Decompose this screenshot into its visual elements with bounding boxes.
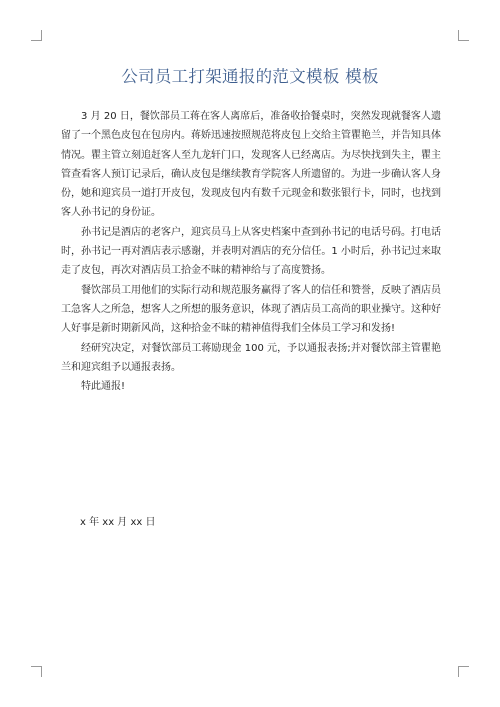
body-paragraph-1: 3 月 20 日，餐饮部员工蒋在客人离席后，准备收拾餐桌时，突然发现就餐客人遗留了一个黑色皮包在包房内。蒋娇迅速按照规范将皮包上交给主管瞿艳兰，并告知具体情况。瞿主管立刻追赶客人至九龙轩门口，发现客人已经离店。为尽快找到失主，瞿主管查看客人预订记录后，确认皮包是继续教育学院客人所遗留的。为进一步确认客人身份，她和迎宾员一道打开皮包，发现皮包内有数千元现金和数张银行卡，同时，也找到客人孙书记的身份证。 <box>61 111 441 219</box>
body-paragraph-2: 孙书记是酒店的老客户，迎宾员马上从客史档案中查到孙书记的电话号码。打电话时，孙书记一再对酒店表示感谢，并表明对酒店的充分信任。1 小时后，孙书记过来取走了皮包，再次对酒店员工拾金不昧的精神给与了高度赞扬。 <box>61 226 441 277</box>
page-corner-mark-top-left <box>31 30 42 41</box>
body-paragraph-5: 特此通报! <box>81 381 126 393</box>
body-paragraph-4: 经研究决定，对餐饮部员工蒋励现金 100 元，予以通报表扬;并对餐饮部主管瞿艳兰和迎宾组予以通报表扬。 <box>61 342 441 373</box>
signature-date: x 年 xx 月 xx 日 <box>80 517 156 528</box>
document-body <box>61 107 441 396</box>
document-title: 公司员工打架通报的范文模板 模板 <box>121 67 379 86</box>
body-paragraph-3: 餐饮部员工用他们的实际行动和规范服务赢得了客人的信任和赞誉，反映了酒店员工急客人之所急，想客人之所想的服务意识，体现了酒店员工高尚的职业操守。这种好人好事是新时期新风尚，这种拾金不昧的精神值得我们全体员工学习和发扬! <box>61 284 441 335</box>
page-corner-mark-top-right <box>458 30 469 41</box>
page-corner-mark-bottom-left <box>31 666 42 677</box>
page-corner-mark-bottom-right <box>458 666 469 677</box>
